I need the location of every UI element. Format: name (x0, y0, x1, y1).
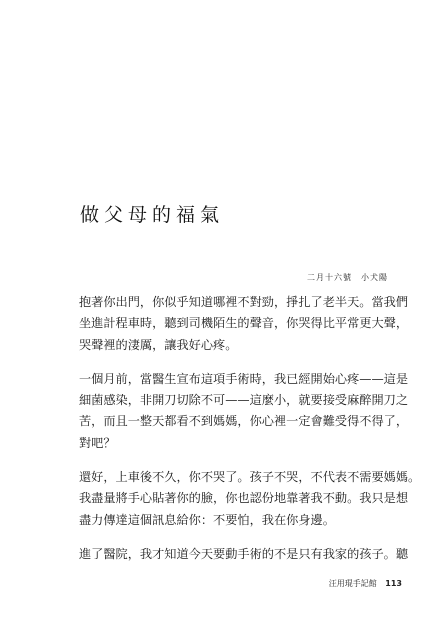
text-line: 進了醫院，我才知道今天要動手術的不是只有我家的孩子。聽 (79, 546, 409, 561)
paragraph-2 (79, 369, 409, 454)
book-title: 汪用琨手記館 (328, 579, 377, 588)
text-line: 細菌感染，非開刀切除不可——這麼小，就要接受麻醉開刀之 (79, 393, 409, 408)
body-text (79, 292, 421, 578)
text-line: 盡力傳達這個訊息給你：不要怕，我在你身邊。 (79, 512, 335, 527)
text-line: 一個月前，當醫生宣布這項手術時，我已經開始心疼——這是 (79, 371, 409, 386)
text-line: 還好，上車後不久，你不哭了。孩子不哭，不代表不需要媽媽。 (79, 470, 421, 485)
paragraph-4 (79, 544, 409, 565)
text-line: 對吧？ (79, 435, 116, 450)
text-line: 苦，而且一整天都看不到媽媽，你心裡一定會難受得不得了， (79, 414, 409, 429)
text-line: 抱著你出門，你似乎知道哪裡不對勁，掙扎了老半天。當我們 (79, 295, 409, 309)
text-line: 我盡量將手心貼著你的臉，你也認份地靠著我不動。我只是想 (79, 491, 409, 506)
text-line: 哭聲裡的淒厲，讓我好心疼。 (79, 337, 238, 352)
paragraph-1 (79, 292, 409, 356)
paragraph-3 (79, 467, 421, 531)
page-footer (329, 578, 402, 589)
chapter-title: 做父母的福氣 (80, 204, 225, 226)
page-number: 113 (385, 579, 402, 588)
text-line: 坐進計程車時，聽到司機陌生的聲音，你哭得比平常更大聲， (79, 316, 409, 331)
date-byline: 二月十六號 小犬陽 (307, 273, 388, 282)
